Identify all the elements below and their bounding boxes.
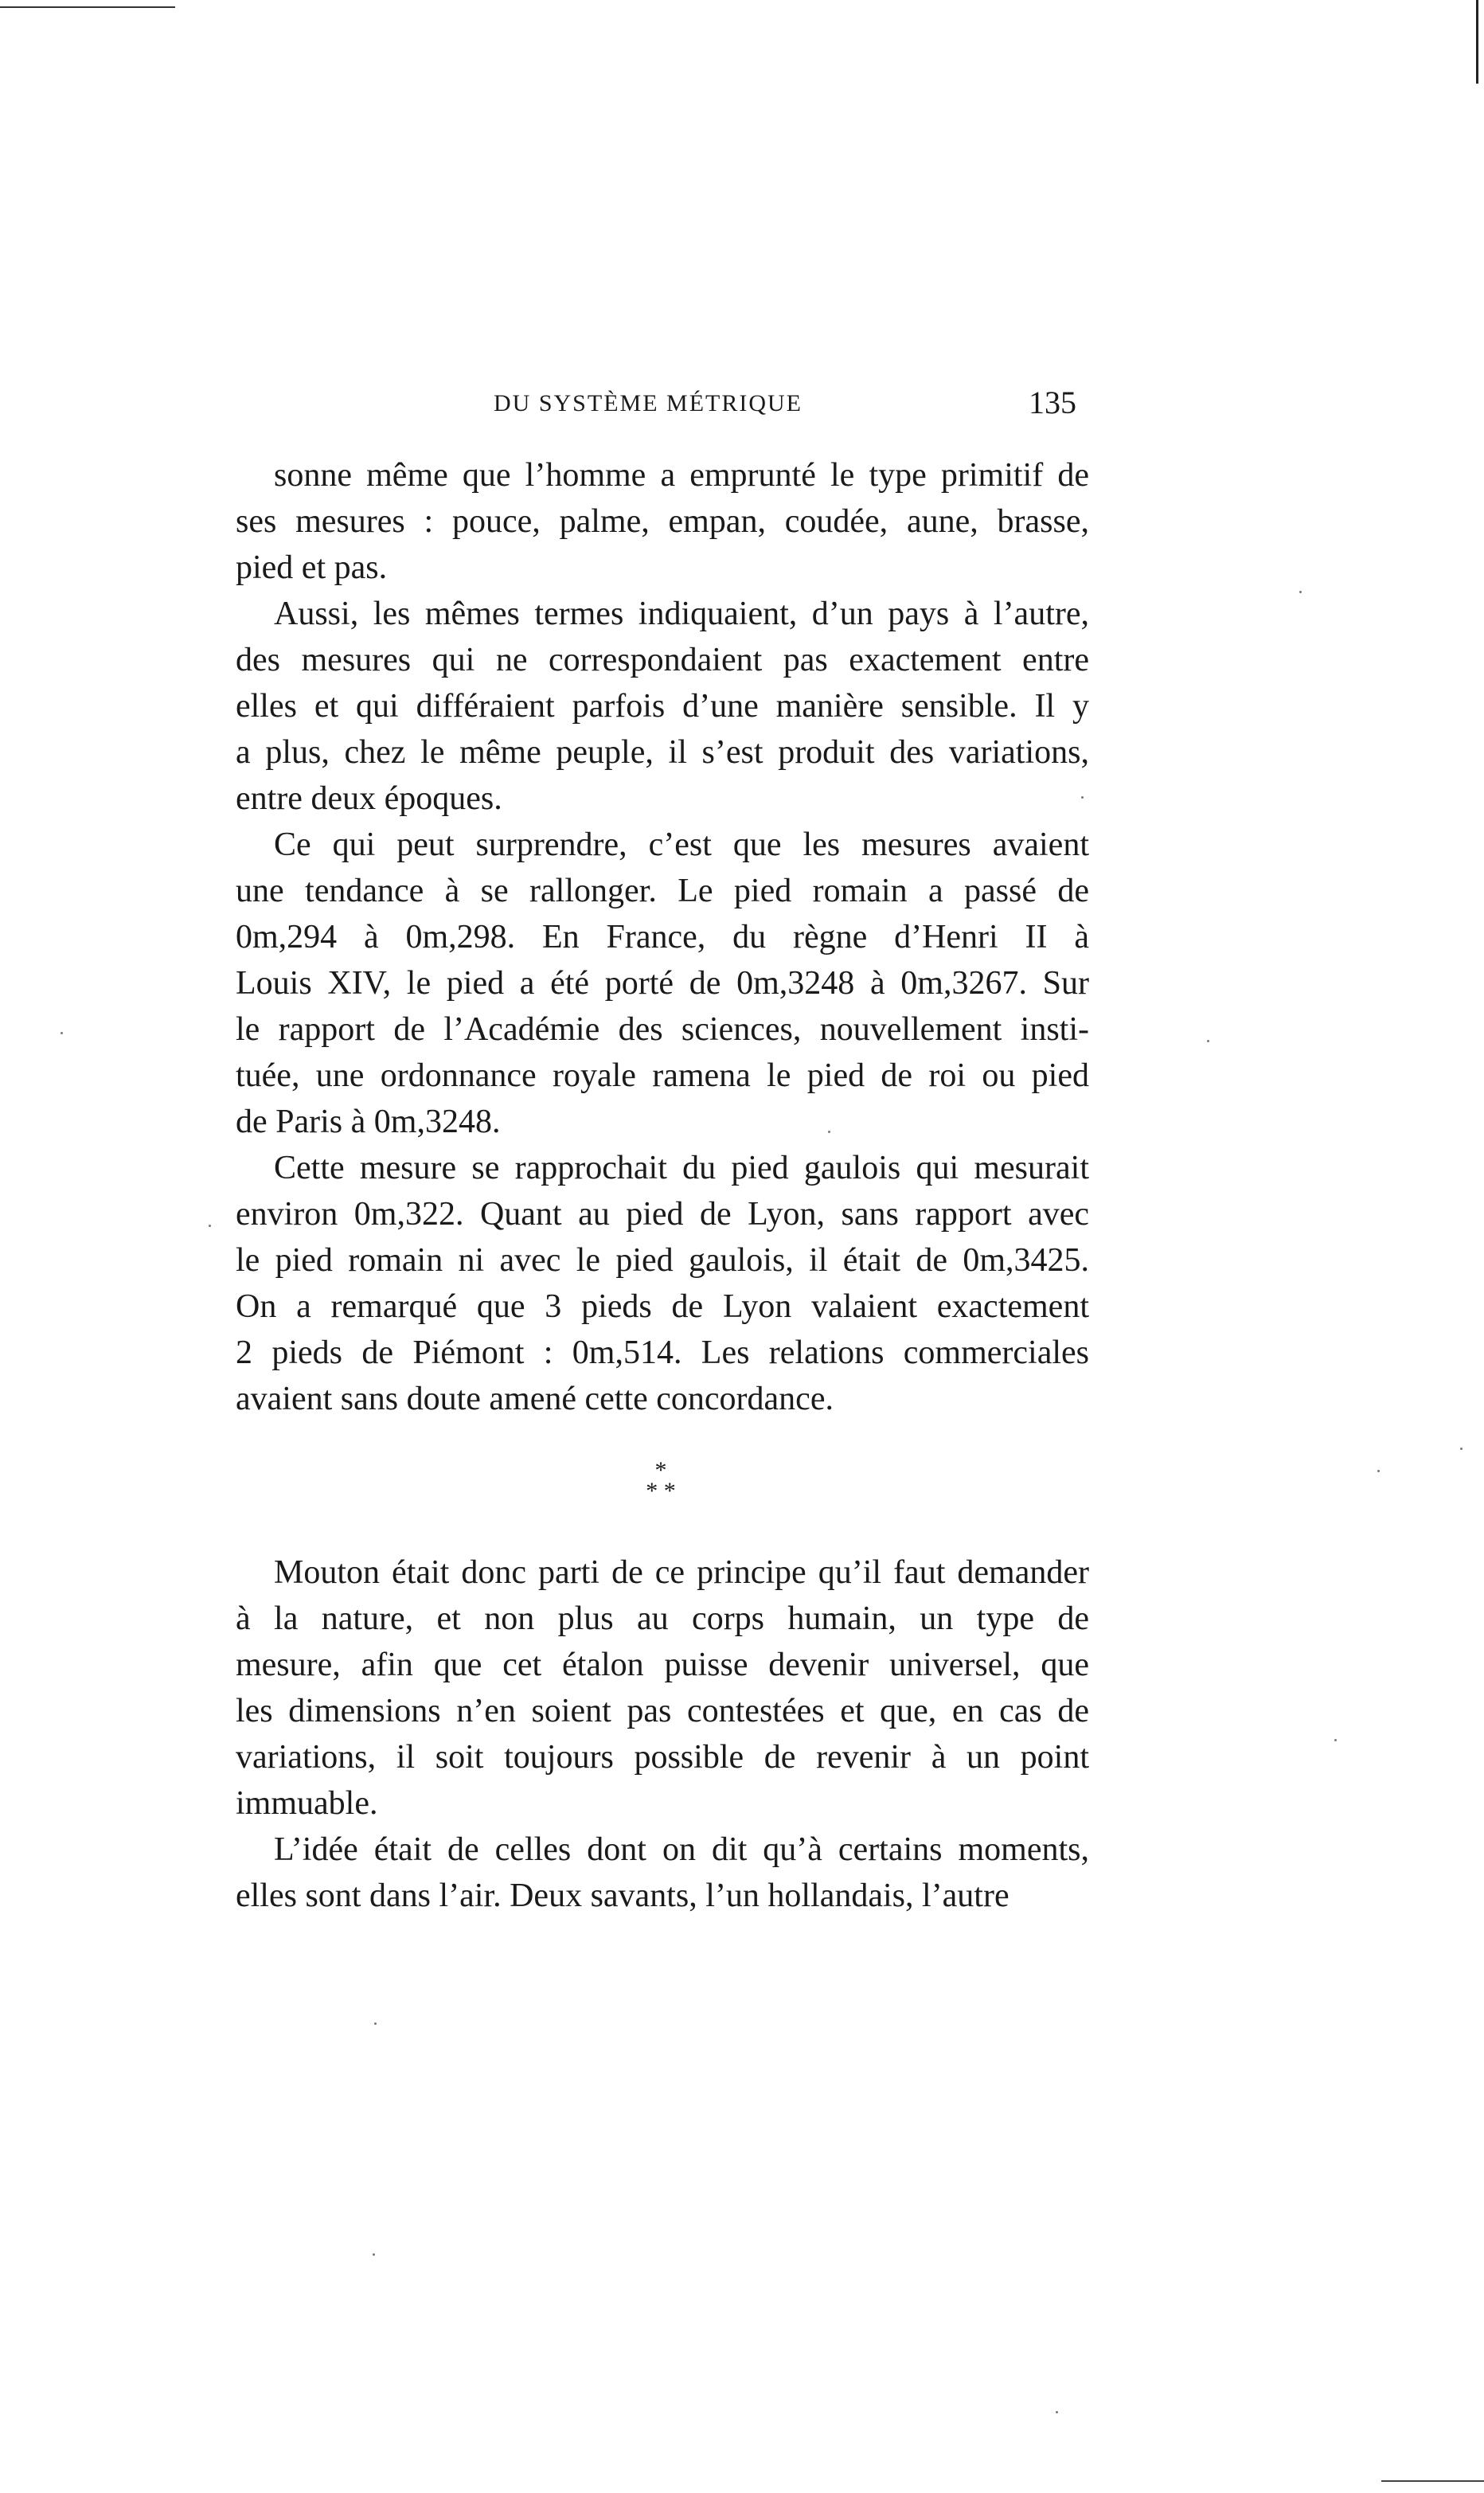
text-line: mesure, afin que cet étalon puisse devenir universel, que (236, 1647, 1089, 1683)
section-break-asterism (613, 1457, 709, 1504)
text-line: Aussi, les mêmes termes indiquaient, d’un pays à l’autre, (274, 596, 1089, 632)
text-line: a plus, chez le même peuple, il s’est produit des variations, (236, 734, 1089, 771)
text-line: entre deux époques. (236, 780, 502, 817)
text-line: à la nature, et non plus au corps humain, un type de (236, 1600, 1089, 1637)
text-block-after-break (236, 1549, 1089, 1919)
asterism-bottom-stars: * * (646, 1478, 676, 1504)
page-number: 135 (1029, 385, 1076, 420)
text-line: pied et pas. (236, 549, 388, 586)
text-line: tuée, une ordonnance royale ramena le pied de roi ou pied (236, 1057, 1089, 1094)
text-line: Ce qui peut surprendre, c’est que les mesures avaient (274, 826, 1089, 863)
text-line: variations, il soit toujours possible de revenir à un point (236, 1739, 1089, 1776)
text-line: On a remarqué que 3 pieds de Lyon valaient exactement (236, 1288, 1089, 1325)
text-line: Louis XIV, le pied a été porté de 0m,3248 à 0m,3267. Sur (236, 965, 1089, 1002)
text-line: ses mesures : pouce, palme, empan, coudée, aune, brasse, (236, 503, 1089, 540)
text-line: Mouton était donc parti de ce principe qu’il faut demander (274, 1554, 1089, 1591)
text-block-before-break (236, 452, 1089, 1422)
scan-edge-line-right (1476, 0, 1478, 84)
text-line: Cette mesure se rapprochait du pied gaulois qui mesurait (274, 1150, 1089, 1186)
text-line: des mesures qui ne correspondaient pas exactement entre (236, 642, 1089, 678)
text-line: le pied romain ni avec le pied gaulois, il était de 0m,3425. (236, 1242, 1089, 1279)
scan-edge-line-top (0, 6, 175, 8)
text-line: 0m,294 à 0m,298. En France, du règne d’Henri II à (236, 919, 1089, 955)
text-line: de Paris à 0m,3248. (236, 1104, 501, 1140)
text-line: une tendance à se rallonger. Le pied romain a passé de (236, 873, 1089, 909)
text-line: elles et qui différaient parfois d’une manière sensible. Il y (236, 688, 1089, 725)
text-line: 2 pieds de Piémont : 0m,514. Les relations commerciales (236, 1334, 1089, 1371)
text-line: immuable. (236, 1785, 378, 1822)
text-line: avaient sans doute amené cette concordance. (236, 1381, 834, 1417)
text-line: L’idée était de celles dont on dit qu’à certains moments, (274, 1831, 1089, 1868)
text-line: les dimensions n’en soient pas contestées et que, en cas de (236, 1693, 1089, 1729)
text-line: elles sont dans l’air. Deux savants, l’un hollandais, l’autre (236, 1878, 1010, 1914)
text-line: le rapport de l’Académie des sciences, nouvellement insti- (236, 1011, 1089, 1048)
text-line: environ 0m,322. Quant au pied de Lyon, sans rapport avec (236, 1196, 1089, 1233)
text-line: sonne même que l’homme a emprunté le type primitif de (274, 457, 1089, 494)
scan-edge-line-bottom (1381, 2480, 1484, 2482)
asterism-top-star: * (654, 1457, 667, 1483)
running-header: DU SYSTÈME MÉTRIQUE (494, 390, 803, 416)
